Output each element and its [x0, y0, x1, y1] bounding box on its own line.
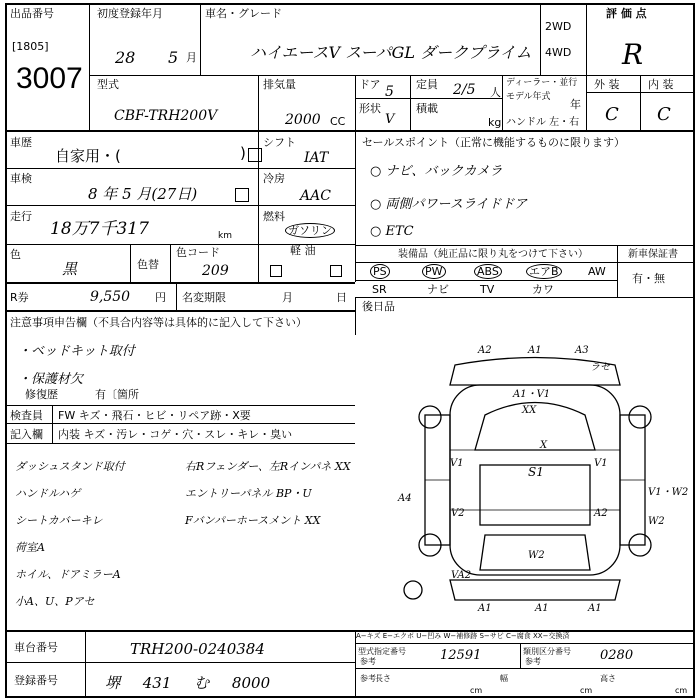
drive-2wd: 2WD	[545, 20, 572, 33]
equip-aw[interactable]: AW	[588, 265, 606, 278]
fw-row: FW キズ・飛石・ヒビ・リペア跡・X要	[58, 409, 251, 422]
first-reg-month: 5	[168, 48, 179, 67]
class-value: 0280	[600, 648, 634, 663]
diag-mark-11: A4	[398, 493, 412, 504]
fuel-label: 燃料	[263, 210, 285, 223]
model-year-label: モデル年式	[506, 92, 551, 102]
diag-mark-16: W2	[528, 550, 545, 561]
exterior-value: C	[605, 104, 619, 125]
diag-mark-14: V1・W2	[648, 487, 689, 498]
remark-3: シートカバーキレ	[15, 514, 103, 527]
wheel-front-right	[629, 406, 651, 428]
color-change-label: 色替	[137, 258, 159, 271]
capacity-label: 定員	[416, 78, 438, 91]
equip-sr[interactable]: SR	[372, 283, 387, 296]
equip-navi[interactable]: ナビ	[427, 283, 449, 296]
width-unit: cm	[580, 686, 593, 695]
width-label: 幅	[500, 674, 508, 683]
shape-label: 形状	[359, 102, 381, 115]
diag-mark-4: ラセ	[590, 362, 610, 373]
diag-mark-1: A2	[478, 345, 492, 356]
door-label: ドア	[359, 78, 381, 91]
class-ref: 参考	[525, 657, 541, 666]
wheel-front-left	[419, 406, 441, 428]
first-reg-label: 初度登録年月	[97, 7, 163, 20]
coupon-value: 9,550	[90, 289, 131, 305]
first-reg-year: 28	[115, 48, 136, 67]
lot-code: [1805]	[12, 40, 49, 53]
inspection-label: 車検	[10, 172, 32, 185]
displacement-unit: CC	[330, 115, 346, 128]
cert-label: 型式指定番号	[358, 647, 406, 656]
diag-mark-13: A2	[594, 508, 608, 519]
note-line-1: ・ベッドキット取付	[18, 344, 135, 359]
displacement-label: 排気量	[263, 78, 296, 91]
remark-1: ダッシュスタンド取付	[15, 460, 125, 473]
diag-mark-12: V2	[451, 508, 465, 519]
load-label: 積載	[416, 102, 438, 115]
equip-tv[interactable]: TV	[480, 283, 495, 296]
coupon-label: R券	[10, 291, 29, 304]
type-value: CBF-TRH200V	[114, 108, 218, 124]
sales-point-3: ○ ETC	[370, 224, 414, 239]
diag-mark-10: V1	[594, 458, 608, 469]
mileage-label: 走行	[10, 210, 32, 223]
color-code-label: 色コード	[176, 246, 220, 259]
spare-tire	[404, 581, 422, 599]
mileage-unit: km	[218, 231, 232, 241]
plate-label: 登録番号	[14, 674, 58, 687]
interior-value: C	[657, 104, 671, 125]
after-label: 後日品	[362, 300, 395, 313]
cert-ref: 参考	[360, 657, 376, 666]
remark-5: ホイル、ドアミラーA	[15, 568, 121, 581]
length-unit: cm	[470, 686, 483, 695]
lot-number: 3007	[16, 62, 83, 95]
rear-bumper	[450, 580, 620, 600]
exterior-label: 外 装	[594, 78, 620, 91]
inspection-check-box[interactable]	[235, 188, 249, 202]
fuel-diesel: 軽 油	[290, 244, 316, 257]
height-unit: cm	[675, 686, 688, 695]
equip-airbag[interactable]: エアB	[526, 265, 562, 278]
lot-label: 出品番号	[10, 7, 54, 20]
color-value: 黒	[62, 260, 78, 278]
interior-row: 内装 キズ・汚レ・コゲ・穴・スレ・キレ・臭い	[58, 428, 293, 441]
remark-4: 荷室A	[15, 541, 45, 554]
month-unit: 月	[186, 51, 197, 64]
coupon-unit: 円	[155, 291, 166, 304]
diag-mark-19: A1	[535, 603, 549, 614]
inspection-value: 8 年 5 月(27日)	[88, 185, 198, 203]
interior-label: 内 装	[648, 78, 674, 91]
equip-leather[interactable]: カワ	[532, 283, 554, 296]
sales-point-2: ○ 両側パワースライドドア	[370, 197, 528, 212]
sales-label: セールスポイント（正常に機能するものに限ります）	[362, 136, 626, 149]
rename-label: 名変期限	[182, 291, 226, 304]
shift-value: IAT	[304, 150, 329, 166]
class-label: 類別区分番号	[523, 647, 571, 656]
diag-mark-15: W2	[648, 516, 665, 527]
repair-value: 有〔箇所	[95, 388, 139, 401]
shape-value: V	[385, 112, 395, 127]
displacement-value: 2000	[285, 112, 321, 128]
repair-label: 修復歴	[25, 388, 58, 401]
history-value: 自家用・(	[55, 147, 121, 165]
history-label: 車歴	[10, 136, 32, 149]
diag-mark-20: A1	[588, 603, 602, 614]
sales-point-1: ○ ナビ、バックカメラ	[370, 164, 503, 179]
damage-legend: A−キズ E−エクボ U−凹み W−補修跡 S−サビ C−腐食 XX−交換済	[356, 632, 570, 640]
equip-pw[interactable]: PW	[422, 265, 446, 278]
dealer-label: ディーラー・並行	[506, 78, 578, 88]
length-label: 長さ	[375, 674, 391, 683]
remark-6: 小A、U、Pアセ	[15, 595, 95, 608]
ac-label: 冷房	[263, 172, 285, 185]
chassis-label: 車台番号	[14, 641, 58, 654]
note-line-2: ・保護材欠	[18, 372, 84, 387]
fuel-check-box-1[interactable]	[270, 265, 282, 277]
history-check-box[interactable]	[248, 148, 262, 162]
load-unit: kg	[488, 116, 502, 129]
rating-label: 評 価 点	[606, 7, 647, 20]
capacity-unit: 人	[490, 86, 501, 99]
fuel-check-box-2[interactable]	[330, 265, 342, 277]
remark-9: Fバンパーホースメント XX	[185, 514, 321, 527]
warranty-label: 新車保証書	[628, 249, 678, 260]
diag-mark-17: VA2	[451, 570, 472, 581]
color-code-value: 209	[202, 263, 229, 279]
warranty-value: 有・無	[632, 272, 665, 285]
rating-value: R	[622, 38, 644, 71]
notes-title: 注意事項申告欄（不具合内容等は具体的に記入して下さい）	[10, 316, 307, 329]
model-label: 車名・グレード	[205, 7, 282, 20]
color-label: 色	[10, 248, 21, 261]
equip-abs[interactable]: ABS	[474, 265, 502, 278]
mileage-value: 18万7千317	[50, 219, 149, 239]
type-label: 型式	[97, 78, 119, 91]
remark-8: エントリーパネル BP・U	[185, 487, 312, 500]
capacity-value: 2/5	[453, 82, 476, 98]
rename-month: 月	[282, 291, 293, 304]
equipment-title: 装備品（純正品に限り丸をつけて下さい）	[398, 249, 588, 260]
diag-mark-2: A1	[528, 345, 542, 356]
diag-mark-8: S1	[528, 465, 544, 479]
inspector-label-1: 検査員	[10, 409, 43, 422]
equip-ps[interactable]: PS	[370, 265, 390, 278]
remark-7: 右Rフェンダー、左Rインパネ XX	[185, 460, 351, 473]
plate-value: 堺 431 む 8000	[105, 674, 271, 692]
cert-value: 12591	[440, 648, 482, 663]
diag-mark-18: A1	[478, 603, 492, 614]
rename-day: 日	[336, 291, 347, 304]
diag-mark-3: A3	[575, 345, 589, 356]
fuel-gas: ガソリン	[285, 224, 335, 237]
remark-2: ハンドルハゲ	[15, 487, 81, 500]
diag-mark-5: A1・V1	[513, 389, 551, 400]
ac-value: AAC	[300, 188, 331, 204]
diag-mark-9: V1	[450, 458, 464, 469]
handle-label: ハンドル 左・右	[506, 117, 580, 128]
diag-mark-6: XX	[522, 405, 537, 416]
year-unit: 年	[570, 98, 581, 111]
shift-label: シフト	[263, 136, 296, 149]
drive-4wd: 4WD	[545, 46, 572, 59]
door-value: 5	[385, 84, 394, 100]
chassis-value: TRH200-0240384	[130, 640, 265, 658]
inspector-label-2: 記入欄	[10, 428, 43, 441]
diag-mark-7: X	[540, 440, 548, 451]
dims-ref: 参考	[360, 674, 376, 683]
model-value: ハイエースV スーパGL ダークプライム	[250, 43, 532, 62]
height-label: 高さ	[600, 674, 616, 683]
